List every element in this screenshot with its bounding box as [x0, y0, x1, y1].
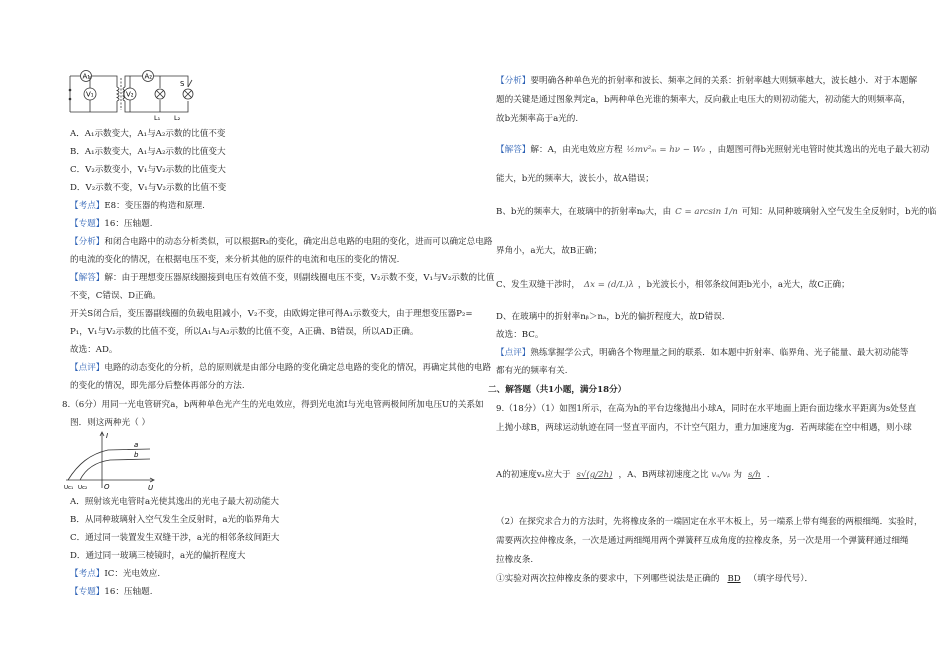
q8-fenxi-line-3: 故b光频率高于a光的. [496, 114, 579, 124]
ammeter-a2-label: A₂ [144, 72, 153, 81]
dianping-text: 电路的动态变化的分析，总的原则就是由部分电路的变化确定总电路的变化的情况，再确定其他的电路 [104, 363, 492, 373]
axis-i-label: I [106, 432, 109, 440]
q9-question-suffix: （填字母代号）． [748, 574, 814, 584]
dianping-tag: 【点评】 [496, 348, 531, 358]
jieda-text: C、发生双缝干涉时， [496, 280, 580, 290]
q8-dianping-line-1 [496, 348, 909, 359]
q8-jieda-line-1 [496, 145, 929, 156]
q8-jieda-line-7: 故选：BC。 [496, 330, 544, 340]
q9-stem-line-2: 上抛小球B，两球运动轨迹在同一竖直平面内，不计空气阻力，重力加速度为g．若两球能在空中相遇，则小球 [496, 423, 912, 433]
q8-option-d: D．通过同一玻璃三棱镜时，a光的偏折程度大 [70, 551, 246, 561]
q7-fenxi-line-2: 的电流的变化的情况，在根据电压不变，来分析其他的原件的电流和电压的变化的情况. [70, 255, 400, 265]
kaodian-text: IC：光电效应. [104, 569, 161, 579]
fenxi-text: 要明确各种单色光的折射率和波长、频率之间的关系：折射率越大则频率越大，波长越小．对于本题解 [530, 76, 918, 86]
curve-b-label: b [134, 451, 139, 459]
photocurrent-iu-graph [64, 428, 160, 492]
zhuanti-text: 16：压轴题. [104, 587, 153, 597]
kaodian-tag: 【考点】 [70, 201, 105, 211]
q8-stem-line-1: 8.（6分）用同一光电管研究a，b两种单色光产生的光电效应，得到光电流I与光电管两极间所加电压U的关系如 [62, 400, 484, 410]
q8-jieda-line-6: D、在玻璃中的折射率nᵦ＞nₐ，b光的偏折程度大，故D错误． [496, 312, 731, 322]
q7-option-b: B．A₁示数变大，A₁与A₂示数的比值变大 [70, 147, 226, 157]
zhuanti-tag: 【专题】 [70, 219, 105, 229]
q7-fenxi-line-1 [70, 237, 492, 248]
q9-part2-line-1: （2）在探究求合力的方法时，先将橡皮条的一端固定在水平木板上，另一端系上带有绳套的两根细绳．实验时， [496, 517, 923, 527]
q9-question-text: ①实验对两次拉伸橡皮条的要求中，下列哪些说法是正确的 [496, 574, 720, 584]
jieda-tag: 【解答】 [70, 273, 105, 283]
photoelectric-equation: ½mv²ₘ = hν − W₀ [626, 145, 705, 155]
fenxi-text: 和闭合电路中的动态分析类似，可以根据R₃的变化，确定出总电路的电阻的变化，进而可以确定总电路 [104, 237, 493, 247]
q7-option-c: C．V₂示数变小，V₁与V₂示数的比值变大 [70, 165, 226, 175]
q8-jieda-line-2: 能大，b光的频率大，波长小，故A错误； [496, 174, 654, 184]
cutoff-uc1-label: Uᴄ₁ [64, 485, 74, 491]
q9-blank-line [496, 470, 775, 481]
q7-kaodian [70, 201, 205, 212]
q9-blank1-answer: s√(g/2h) [576, 470, 613, 480]
q7-jieda-line-2: 不变，C错误、D正确。 [70, 291, 161, 301]
q9-blank1-middle: ，A、B两球初速度之比 [618, 470, 709, 480]
q8-dianping-line-2: 都有光的频率有关. [496, 366, 568, 376]
q8-jieda-line-4: 界角小，a光大，故B正确； [496, 246, 602, 256]
switch-s-label: S [180, 80, 185, 88]
q8-option-c: C．通过同一装置发生双缝干涉，a光的相邻条纹间距大 [70, 533, 280, 543]
q9-blank1-prefix: A的初速度vₐ应大于 [496, 470, 571, 480]
dianping-text: 熟练掌握学公式，明确各个物理量之间的联系．如本题中折射率、临界角、光子能量、最大初动能等 [530, 348, 909, 358]
q9-blank2-prefix: 为 [733, 470, 742, 480]
origin-label: O [104, 483, 110, 491]
q8-zhuanti [70, 587, 152, 598]
q7-option-d: D．V₂示数不变，V₁与V₂示数的比值不变 [70, 183, 227, 193]
cutoff-uc2-label: Uᴄ₂ [78, 485, 88, 491]
q9-part2-line-2: 需要两次拉伸橡皮条，一次是通过两细绳用两个弹簧秤互成角度的拉橡皮条，另一次是用一个弹簧秤通过细绳 [496, 536, 909, 546]
q8-jieda-line-3 [496, 207, 936, 218]
jieda-text-cont: ，由题图可得b光照射光电管时使其逸出的光电子最大初动 [708, 145, 930, 155]
q9-stem-line-1: 9.（18分）（1）如图1所示，在高为h的平台边缘抛出小球A，同时在水平地面上距台面边缘水平距离为s处竖直 [496, 404, 917, 414]
dianping-tag: 【点评】 [70, 363, 105, 373]
jieda-text: B、b光的频率大，在玻璃中的折射率nᵦ大，由 [496, 207, 672, 217]
axis-u-label: U [148, 484, 154, 492]
voltmeter-v2-label: V₂ [126, 90, 134, 99]
q9-blank2-suffix: ． [766, 470, 776, 480]
q8-option-a: A．照射该光电管时a光使其逸出的光电子最大初动能大 [70, 497, 279, 507]
critical-angle-formula: C = arcsin 1/n [675, 207, 738, 217]
q8-fenxi-line-1 [496, 76, 917, 87]
q7-zhuanti [70, 219, 152, 230]
q7-jieda-line-3: 开关S闭合后，变压器副线圈的负载电阻减小，V₂不变，由欧姆定律可得A₁示数变大，由于理想变压器P₂= [70, 309, 473, 319]
jieda-text: 解：由于理想变压器原线圈接到电压有效值不变，则副线圈电压不变，V₂示数不变，V₁与V₂示数的比值 [104, 273, 495, 283]
fringe-spacing-formula: Δx = (d/L)λ [583, 280, 634, 290]
q8-fenxi-line-2: 题的关键是通过图象判定a，b两种单色光谁的频率大，反向截止电压大的则初动能大，初动能大的则频率高， [496, 95, 911, 105]
zhuanti-tag: 【专题】 [70, 587, 105, 597]
q8-jieda-line-5 [496, 280, 850, 291]
jieda-text-cont: ，b光波长小，相邻条纹间距b光小，a光大，故C正确； [637, 280, 850, 290]
q7-dianping-line-2: 的变化的情况，即先部分后整体再部分的方法. [70, 381, 245, 391]
q7-jieda-line-1 [70, 273, 494, 284]
lamp-l2-label: L₂ [174, 114, 181, 121]
q9-velocity-ratio: vₐ/vᵦ [711, 470, 731, 480]
transformer-circuit-diagram [62, 66, 202, 121]
q9-part2-question [496, 574, 813, 585]
jieda-text: 解：A，由光电效应方程 [530, 145, 623, 155]
kaodian-text: E8：变压器的构造和原理. [104, 201, 205, 211]
q8-stem-line-2: 图．则这两种光（ ） [70, 418, 151, 428]
jieda-text-cont: 可知：从同种玻璃射入空气发生全反射时，b光的临 [741, 207, 937, 217]
voltmeter-v1-label: V₁ [86, 90, 94, 99]
q9-answer-bd: BD [727, 574, 741, 584]
q7-option-a: A．A₁示数变大，A₁与A₂示数的比值不变 [70, 129, 226, 139]
zhuanti-text: 16：压轴题. [104, 219, 153, 229]
jieda-tag: 【解答】 [496, 145, 531, 155]
q7-jieda-line-5: 故选：AD。 [70, 345, 118, 355]
kaodian-tag: 【考点】 [70, 569, 105, 579]
q9-blank2-answer: s/h [748, 470, 761, 480]
section-2-heading: 二、解答题（共1小题，满分18分） [488, 385, 627, 395]
q7-dianping-line-1 [70, 363, 491, 374]
q7-jieda-line-4: P₁，V₁与V₂示数的比值不变，所以A₁与A₂示数的比值不变，A正确、B错误，所以AD正确。 [70, 327, 419, 337]
ammeter-a1-label: A₁ [82, 72, 91, 81]
q8-option-b: B．从同种玻璃射入空气发生全反射时，a光的临界角大 [70, 515, 280, 525]
fenxi-tag: 【分析】 [70, 237, 105, 247]
q8-kaodian [70, 569, 160, 580]
curve-a-label: a [134, 441, 139, 449]
fenxi-tag: 【分析】 [496, 76, 531, 86]
q9-part2-line-3: 拉橡皮条. [496, 555, 534, 565]
lamp-l1-label: L₁ [154, 114, 161, 121]
